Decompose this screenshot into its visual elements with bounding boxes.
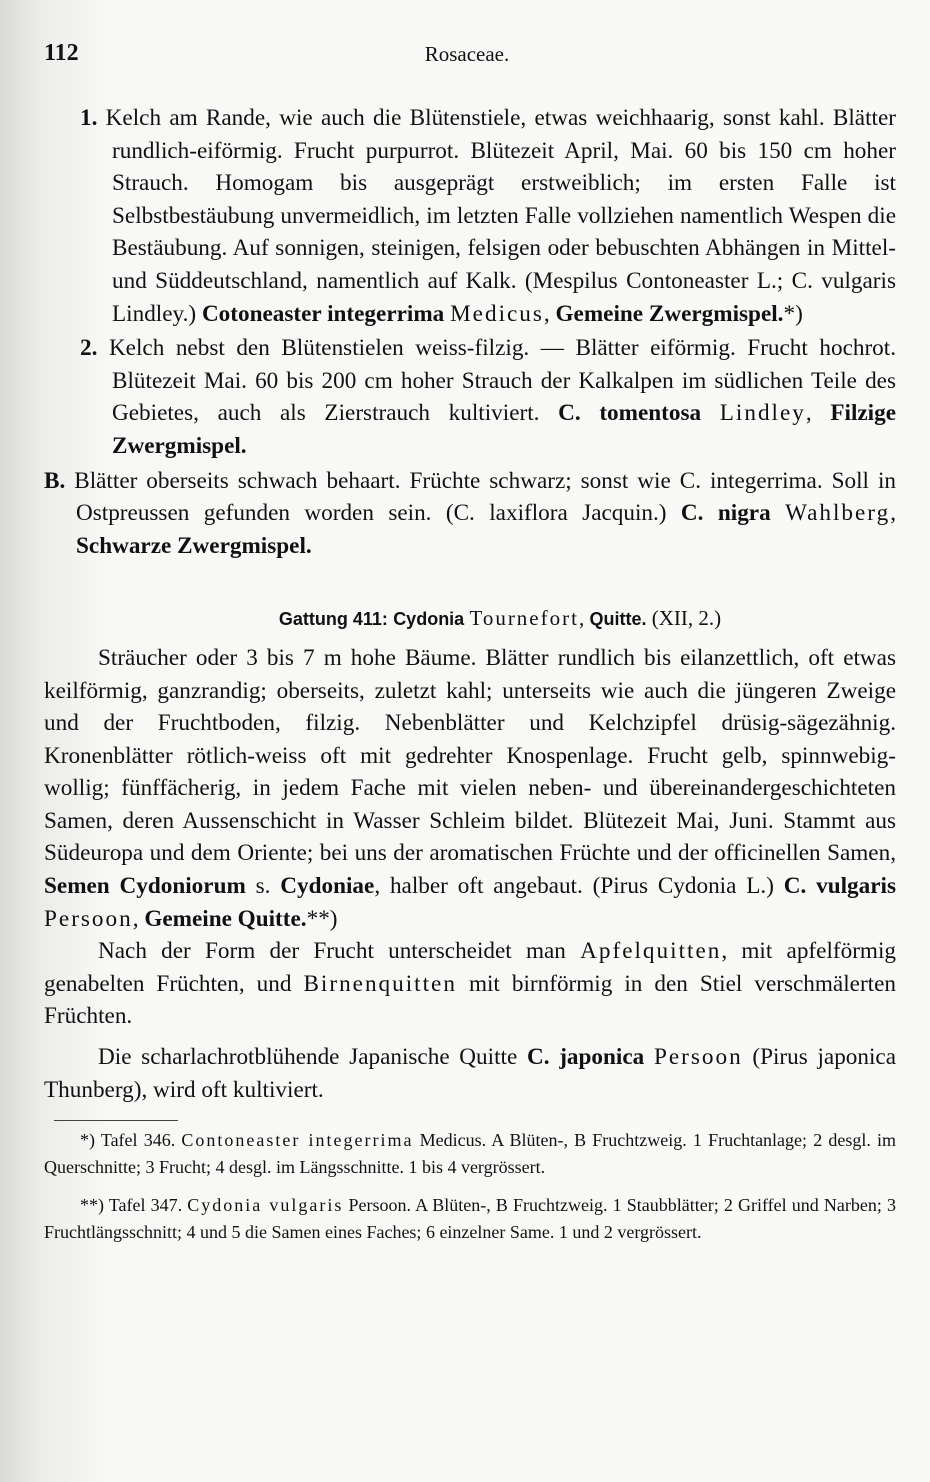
species-name: C. nigra [680,500,771,527]
genus-name: Cydonia [393,609,465,630]
species-name: Cotoneaster integerrima [201,300,445,327]
footnote-mark: *) [783,300,803,327]
footnote-mark: **) [306,905,338,932]
paragraph-text: Die scharlachrotblühende Japanische Quitte [98,1044,527,1071]
footnotes [44,1127,896,1245]
common-name: Schwarze Zwergmispel. [76,532,312,559]
footnote-text: Persoon. A Blüten-, B Fruchtzweig. 1 Staubblätter; 2 Griffel und Narben; 3 Fruchtlängsschnitt; 4 und 5 die Samen eines Faches; 6 einzelner Same. 1 und 2 vergrössert. [44,1195,896,1242]
separator: , [805,400,831,427]
separator: , [132,905,145,932]
footnote-text: Tafel 346. [95,1130,182,1151]
entry-text: Blätter oberseits schwach behaart. Früchte schwarz; sonst wie C. integerrima. Soll in Ostpreussen gefunden worden sein. (C. laxiflora Jacquin.) [74,467,896,527]
variety-name: Birnenquitten [303,970,457,997]
paragraph-text: Sträucher oder 3 bis 7 m hohe Bäume. Blätter rundlich bis eilanzettlich, oft etwas keilförmig, ganzrandig; oberseits, zuletzt kahl; unterseits wie auch die jüngeren Zweige und der Fruchtboden, filzig. Nebenblätter und Kelchzipfel drüsig-sägezähnig. Kronenblätter rötlich-weiss oft mit gedrehter Knospenlage. Frucht gelb, spinnwebig-wollig; fünffächerig, in jedem Fache mit vielen neben- und übereinandergeschichteten Samen, deren Aussenschicht in Wasser Schleim bildet. Blütezeit Mai, Juni. Stammt aus Südeuropa und dem Oriente; bei uns der aromatischen Früchte und der officinellen Samen, [44,644,896,867]
genus-author: Tournefort [469,606,579,631]
genus-label: Gattung 411: [278,609,388,630]
entry-number: 1. [80,105,98,131]
drug-name: Semen Cydoniorum [44,873,246,900]
species-author: Lindley [719,400,806,427]
separator: , [890,500,896,527]
entry-number: 2. [80,335,98,362]
species-author: Persoon [653,1044,743,1071]
paragraph-text: mit birnförmig in den Stiel verschmälerten Früchten. [44,970,896,1030]
footnote-species: Contoneaster integerrima [181,1130,414,1151]
running-title: Rosaceae. [424,42,510,66]
footnote-rule [54,1120,178,1121]
species-author: Wahlberg [785,500,891,527]
page-body [44,102,896,1245]
variety-name: Apfelquitten [580,938,722,965]
paragraph-text: , mit apfelförmig genabelten Früchten, und [44,938,896,997]
page-header [44,40,890,76]
page-number: 112 [44,40,79,66]
key-entry-1 [44,102,896,330]
paragraph-text: , halber oft angebaut. (Pirus Cydonia L.) [374,873,784,900]
entry-number: B. [44,467,66,494]
variety-paragraph [44,935,896,1033]
species-name: C. tomentosa [558,400,702,427]
footnote-2 [44,1192,896,1245]
genus-class: (XII, 2.) [651,606,722,631]
footnote-text: Tafel 347. [104,1195,188,1216]
species-name: C. japonica [526,1044,645,1071]
drug-name-alt: Cydoniae [280,873,375,900]
paragraph-text: Nach der Form der Frucht unterscheidet man [98,938,581,965]
footnote-mark: **) [80,1195,104,1216]
key-entry-b [44,465,896,563]
species-author: Medicus [450,300,544,327]
genus-description [44,642,896,935]
footnote-species: Cydonia vulgaris [187,1195,344,1216]
species-author: Persoon [44,905,133,932]
paragraph-text: (Pirus japonica Thunberg), wird oft kultiviert. [44,1044,897,1103]
separator: , [543,300,556,327]
key-entry-2 [44,332,896,462]
footnote-mark: *) [80,1130,95,1151]
entry-text: Kelch am Rande, wie auch die Blütenstiele, etwas weichhaarig, sonst kahl. Blätter rundlich-eiförmig. Frucht purpurrot. Blütezeit April, Mai. 60 bis 150 cm hoher Strauch. Homogam bis ausgeprägt erstweiblich; im ersten Falle ist Selbstbestäubung unvermeidlich, im letzten Falle vollziehen namentlich Wespen die Bestäubung. Auf sonnigen, steinigen, felsigen oder bebuschten Abhängen in Mittel- und Süddeutschland, namentlich auf Kalk. (Mespilus Contoneaster L.; C. vulgaris Lindley.) [105,105,896,327]
footnote-1 [44,1127,896,1180]
connector: s. [245,873,281,900]
genus-common-name: Quitte. [589,609,647,630]
genus-heading [104,602,896,636]
common-name: Gemeine Zwergmispel. [555,300,784,327]
footnote-text: Medicus. A Blüten-, B Fruchtzweig. 1 Fruchtanlage; 2 desgl. im Querschnitte; 3 Frucht; 4 desgl. im Längsschnitte. 1 bis 4 vergrössert. [44,1130,897,1177]
common-name: Filzige Zwergmispel. [112,400,897,459]
japonica-paragraph [44,1041,896,1106]
common-name: Gemeine Quitte. [144,905,307,932]
separator: , [578,606,590,631]
species-name: C. vulgaris [783,873,896,900]
entry-text: Kelch nebst den Blütenstielen weiss-filzig. — Blätter eiförmig. Frucht hochrot. Blütezeit Mai. 60 bis 200 cm hoher Strauch der Kalkalpen im südlichen Teile des Gebietes, auch als Zierstrauch kultiviert. [108,335,897,427]
